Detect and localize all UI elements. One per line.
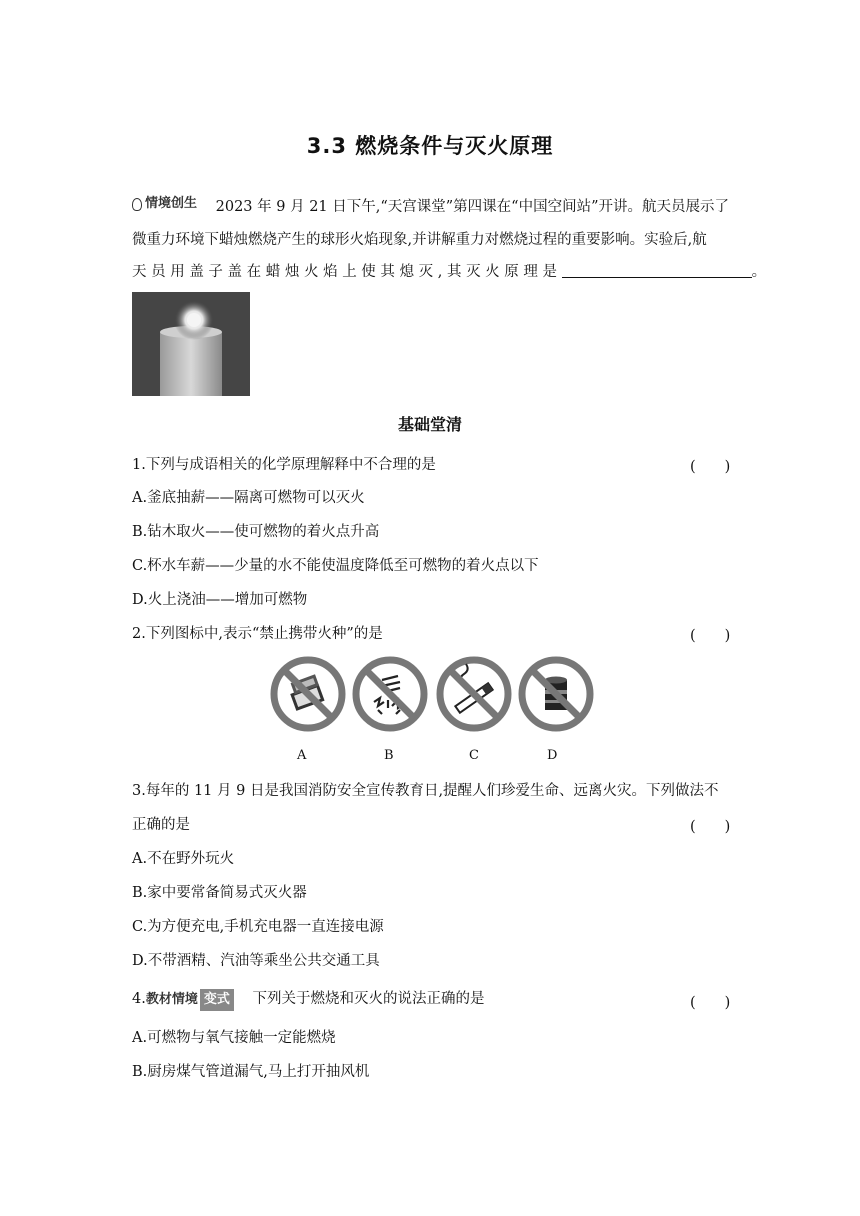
q1-option-b[interactable]: B.钻木取火——使可燃物的着火点升高 bbox=[132, 524, 380, 540]
q3-stem-line-2: 正确的是 bbox=[132, 817, 190, 833]
option-label-c: C bbox=[469, 748, 479, 763]
scenario-line-3: 天 员 用 盖 子 盖 在 蜡 烛 火 焰 上 使 其 熄 灭 , 其 灭 火 原 理 是 。 bbox=[132, 264, 767, 280]
q3-option-a[interactable]: A.不在野外玩火 bbox=[132, 851, 235, 867]
option-label-b: B bbox=[384, 748, 394, 763]
q2-answer-parens[interactable]: ( ) bbox=[690, 628, 731, 644]
no-fireworks-icon[interactable] bbox=[352, 656, 428, 732]
scenario-line-2: 微重力环境下蜡烛燃烧产生的球形火焰现象,并讲解重力对燃烧过程的重要影响。实验后,航 bbox=[132, 232, 707, 248]
q1-stem: 1.下列与成语相关的化学原理解释中不合理的是 bbox=[132, 457, 436, 473]
candle-photo bbox=[132, 292, 250, 396]
q2-stem: 2.下列图标中,表示“禁止携带火种”的是 bbox=[132, 626, 383, 642]
no-flammable-container-icon[interactable] bbox=[518, 656, 594, 732]
q1-option-c[interactable]: C.杯水车薪——少量的水不能使温度降低至可燃物的着火点以下 bbox=[132, 558, 539, 574]
option-label-a: A bbox=[297, 748, 307, 763]
q3-option-b[interactable]: B.家中要常备简易式灭火器 bbox=[132, 885, 307, 901]
section-title: 基础堂清 bbox=[397, 415, 462, 434]
no-smoking-icon[interactable] bbox=[436, 656, 512, 732]
q4-option-b[interactable]: B.厨房煤气管道漏气,马上打开抽风机 bbox=[132, 1064, 370, 1080]
q4-stem: 4.教材情境 变式 下列关于燃烧和灭火的说法正确的是 bbox=[132, 989, 484, 1011]
q3-option-c[interactable]: C.为方便充电,手机充电器一直连接电源 bbox=[132, 919, 384, 935]
q3-stem-line-1: 3.每年的 11 月 9 日是我国消防安全宣传教育日,提醒人们珍爱生命、远离火灾。下列做法不 bbox=[132, 783, 719, 799]
q3-option-d[interactable]: D.不带酒精、汽油等乘坐公共交通工具 bbox=[132, 953, 380, 969]
page-title: 3.3 燃烧条件与灭火原理 bbox=[306, 134, 554, 158]
lightbulb-icon bbox=[132, 198, 142, 211]
q4-option-a[interactable]: A.可燃物与氧气接触一定能燃烧 bbox=[132, 1030, 336, 1046]
q4-answer-parens[interactable]: ( ) bbox=[690, 995, 731, 1011]
q1-answer-parens[interactable]: ( ) bbox=[690, 459, 731, 475]
q4-tag: 教材情境 bbox=[145, 992, 198, 1007]
q1-option-d[interactable]: D.火上浇油——增加可燃物 bbox=[132, 592, 308, 608]
no-matches-icon[interactable] bbox=[270, 656, 346, 732]
answer-blank[interactable] bbox=[562, 263, 752, 278]
q4-tag-variant: 变式 bbox=[200, 989, 234, 1011]
q3-answer-parens[interactable]: ( ) bbox=[690, 819, 731, 835]
scenario-line-1 bbox=[132, 194, 729, 217]
option-label-d: D bbox=[547, 748, 558, 763]
q1-option-a[interactable]: A.釜底抽薪——隔离可燃物可以灭火 bbox=[132, 490, 365, 506]
scenario-tag: 情境创生 bbox=[132, 194, 197, 214]
scenario-text: 2023 年 9 月 21 日下午,“天宫课堂”第四课在“中国空间站”开讲。航天员展示了 bbox=[215, 198, 730, 215]
